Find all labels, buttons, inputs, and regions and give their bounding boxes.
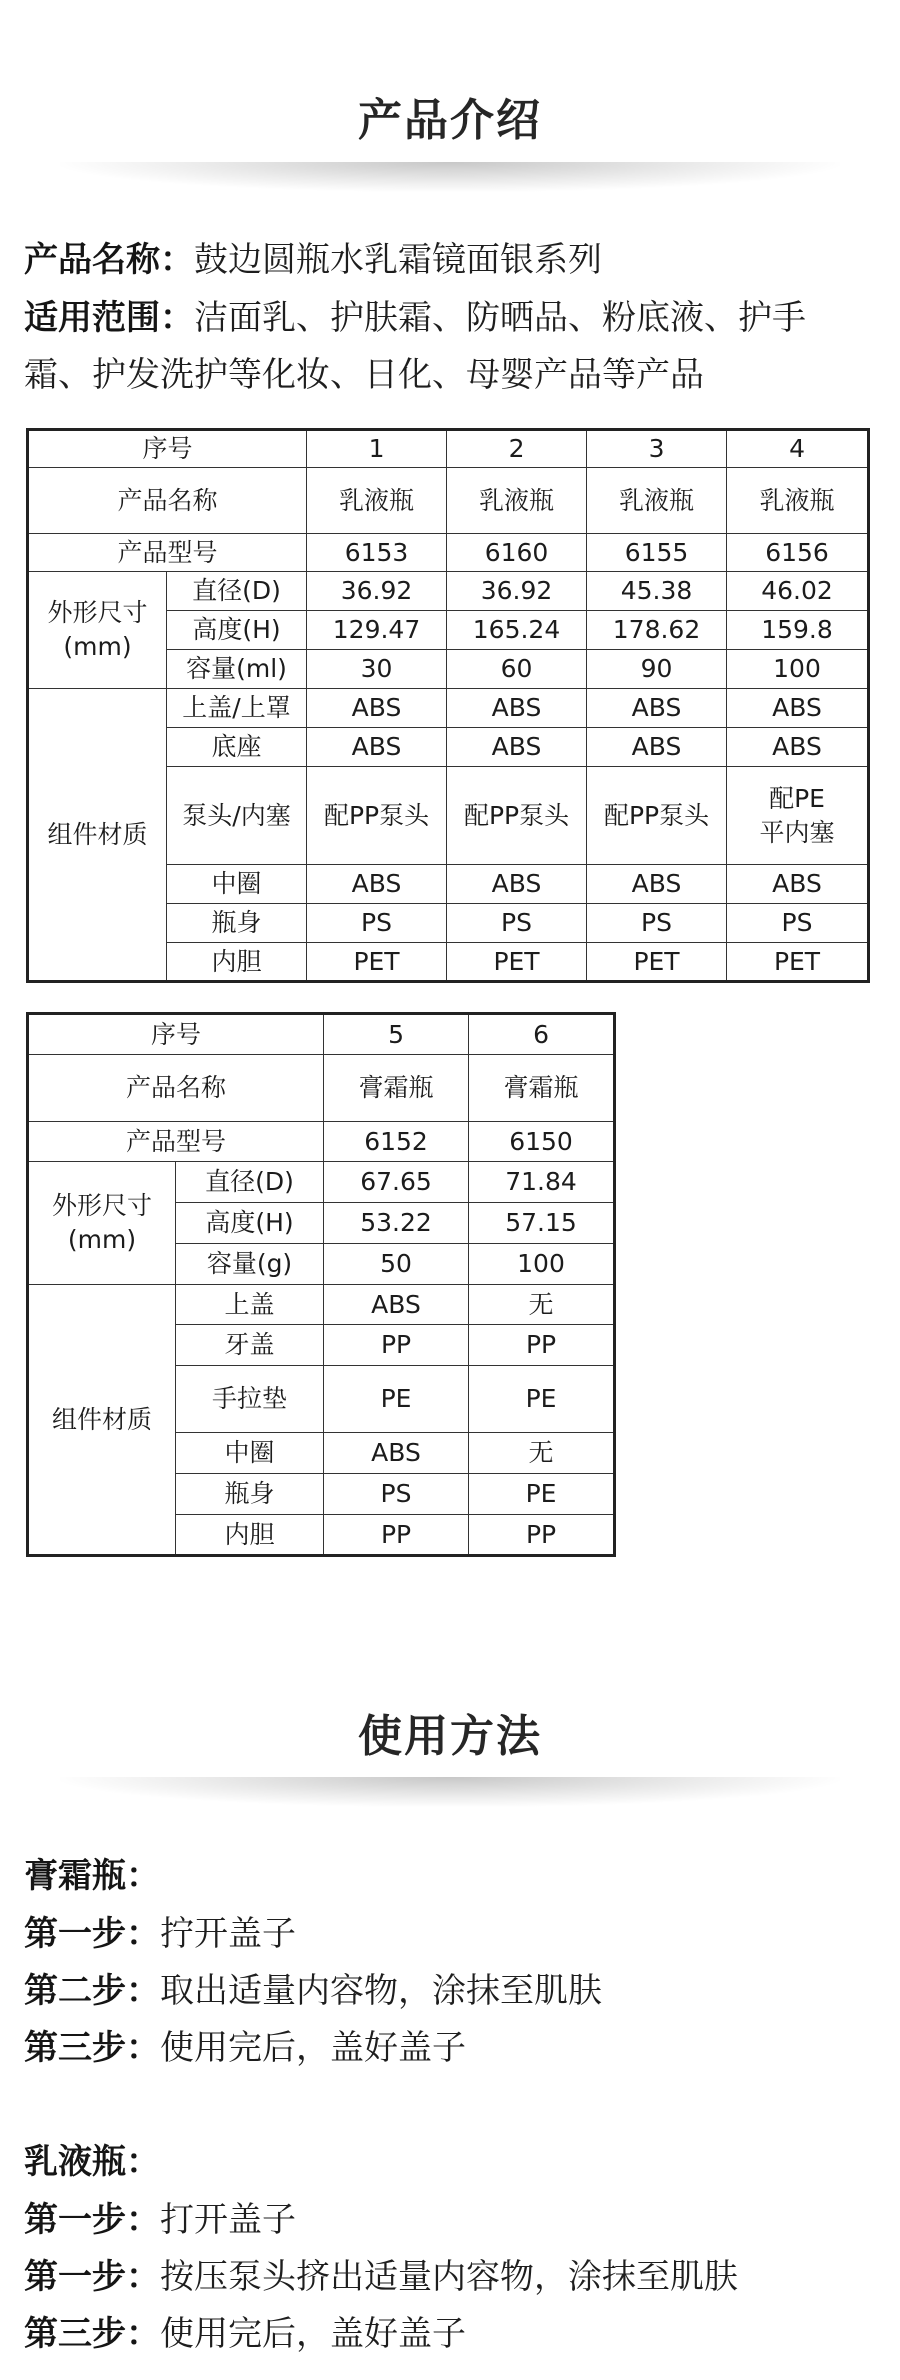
table-cell: 6156: [727, 534, 869, 572]
table-cell: 2: [447, 430, 587, 468]
table-cell: 6150: [469, 1122, 615, 1162]
table-cell: 膏霜瓶: [324, 1055, 469, 1122]
cream-step-2: [24, 1963, 602, 2019]
header-cell-lid: 上盖: [176, 1285, 324, 1325]
step-label: 第二步：: [24, 1971, 160, 2011]
cream-step-1: [24, 1906, 296, 1962]
header-cell-pump: 泵头/内塞: [167, 767, 307, 865]
table-cell: 100: [727, 650, 869, 689]
scope-line-2: [24, 347, 704, 403]
lotion-heading-label: 乳液瓶：: [24, 2142, 160, 2182]
header-cell-capacity: 容量(g): [176, 1244, 324, 1285]
table-cell: PP: [324, 1515, 469, 1556]
table-cell: PP: [469, 1325, 615, 1366]
table-cell: 6153: [307, 534, 447, 572]
table-cell: 配PP泵头: [447, 767, 587, 865]
table-cell: [727, 767, 869, 865]
table-cell: 乳液瓶: [307, 468, 447, 534]
table-cell: 6: [469, 1014, 615, 1055]
table-cell: 乳液瓶: [447, 468, 587, 534]
table-cell: 6160: [447, 534, 587, 572]
pump4-line-1: 配PE: [769, 783, 825, 813]
step-text: 拧开盖子: [160, 1914, 296, 1954]
header-cell-diam: 直径(D): [176, 1162, 324, 1203]
table-cell: 30: [307, 650, 447, 689]
step-text: 使用完后，盖好盖子: [160, 2314, 466, 2354]
header-cell-diam: 直径(D): [167, 572, 307, 611]
table-cell: 178.62: [587, 611, 727, 650]
step-text: 打开盖子: [160, 2200, 296, 2240]
cream-heading: [24, 1848, 160, 1904]
table-cell: 3: [587, 430, 727, 468]
table-cell: PS: [727, 904, 869, 943]
scope-label: 适用范围：: [24, 298, 194, 338]
product-name-label: 产品名称：: [24, 240, 194, 280]
table-cell: 46.02: [727, 572, 869, 611]
table-cell: 71.84: [469, 1162, 615, 1203]
table-cell: PET: [447, 943, 587, 982]
intro-title-shadow: [60, 162, 840, 192]
table-row: [28, 1014, 615, 1055]
table-cell: 165.24: [447, 611, 587, 650]
shape-label: 外形尺寸: [47, 598, 148, 627]
table-cell: ABS: [727, 728, 869, 767]
shape-unit: (mm): [67, 1225, 137, 1254]
table-cell: 36.92: [307, 572, 447, 611]
table-cell: PE: [324, 1366, 469, 1433]
table-row: [28, 1122, 615, 1162]
table-cell: PS: [447, 904, 587, 943]
intro-section-title: 产品介绍: [358, 95, 542, 146]
header-cell-body: 瓶身: [167, 904, 307, 943]
spec-table-cream: [26, 1012, 616, 1557]
product-name-value: 鼓边圆瓶水乳霜镜面银系列: [194, 240, 602, 280]
table-cell: 36.92: [447, 572, 587, 611]
step-text: 取出适量内容物，涂抹至肌肤: [160, 1971, 602, 2011]
table-cell: 5: [324, 1014, 469, 1055]
table-cell: ABS: [307, 728, 447, 767]
lotion-heading: [24, 2134, 160, 2190]
header-cell-material: 组件材质: [28, 1285, 176, 1556]
table-cell: 配PP泵头: [307, 767, 447, 865]
table-cell: PP: [469, 1515, 615, 1556]
header-cell-seq: 序号: [28, 430, 307, 468]
table-cell: ABS: [307, 865, 447, 904]
header-cell-height: 高度(H): [167, 611, 307, 650]
header-cell-ring: 中圈: [167, 865, 307, 904]
header-cell-shape: [28, 572, 167, 689]
table-cell: PS: [324, 1474, 469, 1515]
table-cell: 90: [587, 650, 727, 689]
table-cell: 50: [324, 1244, 469, 1285]
table-row: [28, 468, 869, 534]
header-cell-tooth-cap: 牙盖: [176, 1325, 324, 1366]
table-cell: 6155: [587, 534, 727, 572]
table-cell: 57.15: [469, 1203, 615, 1244]
step-label: 第一步：: [24, 1914, 160, 1954]
header-cell-ring: 中圈: [176, 1433, 324, 1474]
table-cell: 乳液瓶: [587, 468, 727, 534]
table-cell: ABS: [727, 689, 869, 728]
header-cell-lid: 上盖/上罩: [167, 689, 307, 728]
product-name-line: [24, 232, 602, 288]
table-cell: PS: [307, 904, 447, 943]
table-cell: 6152: [324, 1122, 469, 1162]
table-cell: 100: [469, 1244, 615, 1285]
table-cell: ABS: [447, 728, 587, 767]
table-cell: PE: [469, 1366, 615, 1433]
spec-table-lotion: [26, 428, 870, 983]
step-label: 第一步：: [24, 2257, 160, 2297]
table-cell: PET: [587, 943, 727, 982]
header-cell-base: 底座: [167, 728, 307, 767]
table-cell: 67.65: [324, 1162, 469, 1203]
header-cell-shape: [28, 1162, 176, 1285]
table-row: [28, 1162, 615, 1203]
table-cell: ABS: [307, 689, 447, 728]
table-cell: ABS: [324, 1285, 469, 1325]
table-row: [28, 1285, 615, 1325]
table-cell: 159.8: [727, 611, 869, 650]
table-cell: 129.47: [307, 611, 447, 650]
table-cell: PET: [727, 943, 869, 982]
table-cell: 53.22: [324, 1203, 469, 1244]
table-row: [28, 689, 869, 728]
shape-unit: (mm): [63, 632, 132, 661]
table-cell: PET: [307, 943, 447, 982]
table-cell: ABS: [727, 865, 869, 904]
header-cell-name: 产品名称: [28, 1055, 324, 1122]
table-cell: ABS: [587, 689, 727, 728]
step-label: 第一步：: [24, 2200, 160, 2240]
table-row: [28, 534, 869, 572]
header-cell-capacity: 容量(ml): [167, 650, 307, 689]
table-cell: PP: [324, 1325, 469, 1366]
header-cell-liner: 内胆: [167, 943, 307, 982]
lotion-step-1: [24, 2192, 296, 2248]
header-cell-model: 产品型号: [28, 1122, 324, 1162]
header-cell-material: 组件材质: [28, 689, 167, 982]
table-cell: PE: [469, 1474, 615, 1515]
table-cell: 乳液瓶: [727, 468, 869, 534]
table-cell: ABS: [324, 1433, 469, 1474]
step-label: 第三步：: [24, 2314, 160, 2354]
cream-step-3: [24, 2020, 466, 2076]
table-cell: 膏霜瓶: [469, 1055, 615, 1122]
header-cell-seq: 序号: [28, 1014, 324, 1055]
shape-label: 外形尺寸: [51, 1191, 152, 1220]
table-cell: 4: [727, 430, 869, 468]
scope-line-1: [24, 290, 806, 346]
table-cell: 配PP泵头: [587, 767, 727, 865]
table-row: [28, 1055, 615, 1122]
pump4-line-2: 平内塞: [759, 817, 835, 847]
step-text: 按压泵头挤出适量内容物，涂抹至肌肤: [160, 2257, 738, 2297]
table-cell: ABS: [587, 728, 727, 767]
table-cell: ABS: [447, 865, 587, 904]
table-cell: ABS: [447, 689, 587, 728]
usage-section-title: 使用方法: [358, 1711, 542, 1762]
scope-value-2: 霜、护发洗护等化妆、日化、母婴产品等产品: [24, 355, 704, 395]
table-cell: ABS: [587, 865, 727, 904]
step-label: 第三步：: [24, 2028, 160, 2068]
table-cell: PS: [587, 904, 727, 943]
header-cell-liner: 内胆: [176, 1515, 324, 1556]
header-cell-model: 产品型号: [28, 534, 307, 572]
header-cell-pull-pad: 手拉垫: [176, 1366, 324, 1433]
table-cell: 1: [307, 430, 447, 468]
cream-heading-label: 膏霜瓶：: [24, 1856, 160, 1896]
header-cell-name: 产品名称: [28, 468, 307, 534]
header-cell-body: 瓶身: [176, 1474, 324, 1515]
table-row: [28, 430, 869, 468]
lotion-step-2: [24, 2249, 738, 2305]
table-row: [28, 572, 869, 611]
header-cell-height: 高度(H): [176, 1203, 324, 1244]
table-cell: 45.38: [587, 572, 727, 611]
lotion-step-3: [24, 2306, 466, 2362]
table-cell: 无: [469, 1433, 615, 1474]
step-text: 使用完后，盖好盖子: [160, 2028, 466, 2068]
usage-title-shadow: [60, 1777, 840, 1807]
scope-value-1: 洁面乳、护肤霜、防晒品、粉底液、护手: [194, 298, 806, 338]
table-cell: 60: [447, 650, 587, 689]
table-cell: 无: [469, 1285, 615, 1325]
